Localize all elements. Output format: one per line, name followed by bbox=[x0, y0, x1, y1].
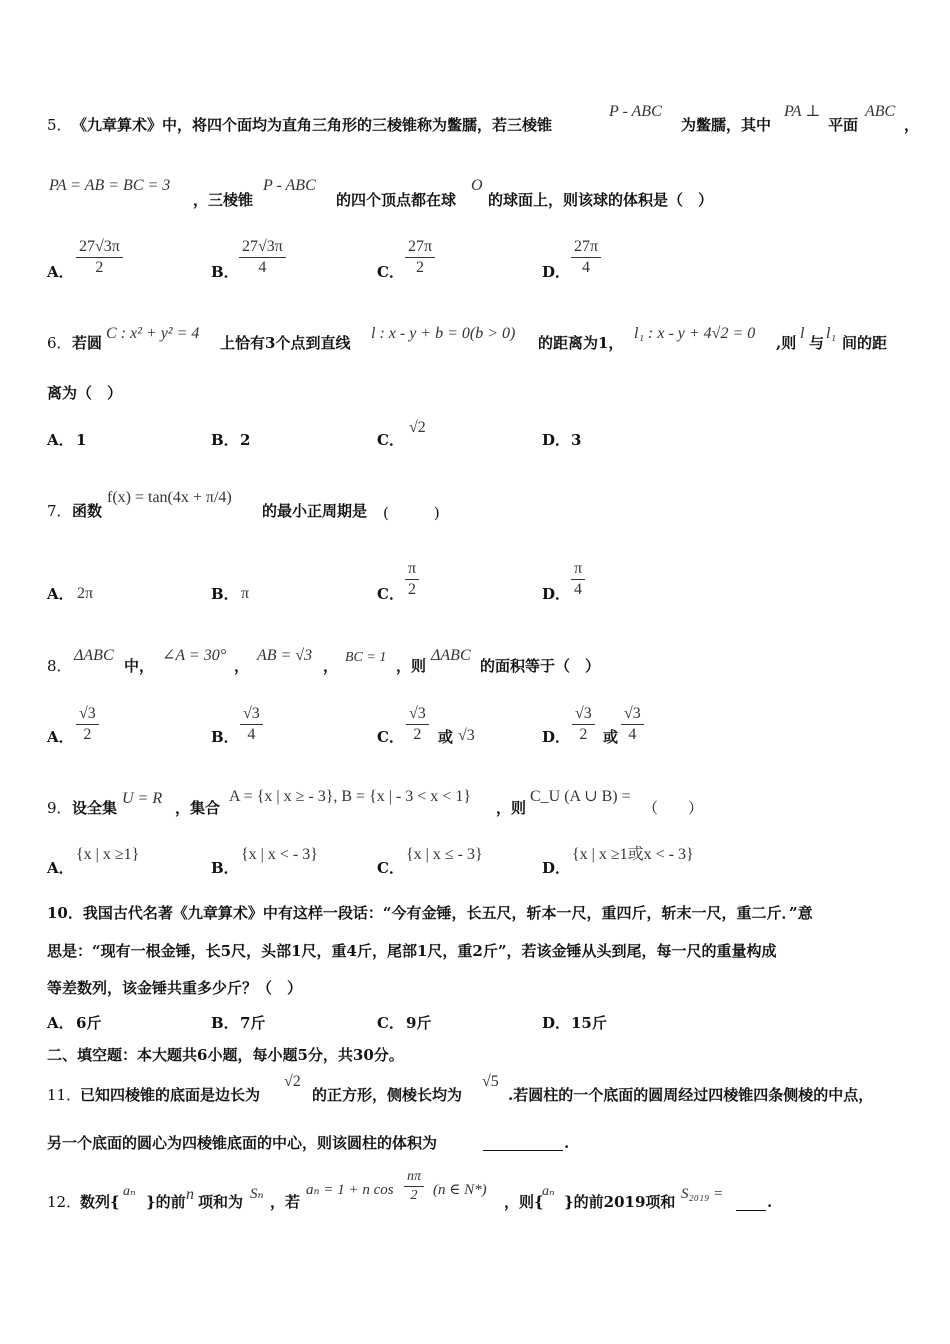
q11-answer-blank[interactable] bbox=[483, 1133, 563, 1151]
q6-text-4: ,则 bbox=[776, 334, 797, 352]
q6-option-b-value: 2 bbox=[240, 431, 251, 449]
q8-math-2: ∠A = 30° bbox=[162, 647, 227, 664]
q12-math-4a: aₙ = 1 + n cos bbox=[306, 1182, 394, 1198]
q5-option-d-value: $\frac{27\pi}{4}$ bbox=[571, 237, 601, 278]
q5-math-3: ABC bbox=[865, 103, 896, 120]
q7-option-c-value: $\frac{\pi}{2}$ bbox=[405, 559, 419, 600]
q11-math-2: √5 bbox=[482, 1073, 499, 1090]
q8-option-c-or: 或 bbox=[438, 728, 454, 746]
q5-text-5: ，三棱锥 bbox=[193, 191, 254, 209]
q5-math-6: O bbox=[471, 177, 483, 194]
q8-math-5: ΔABC bbox=[431, 647, 471, 664]
q9-text-4: （ ） bbox=[643, 799, 704, 817]
q5-math-5: P - ABC bbox=[263, 177, 316, 194]
q6-option-d-label: D． bbox=[542, 431, 571, 449]
q7-option-c-label: C． bbox=[377, 585, 404, 603]
q11-text-4: 另一个底面的圆心为四棱锥底面的中心，则该圆柱的体积为 bbox=[47, 1134, 438, 1152]
q11-text-3: .若圆柱的一个底面的圆周经过四棱锥四条侧棱的中点， bbox=[508, 1086, 874, 1104]
q8-text-4: ，则 bbox=[396, 657, 427, 675]
q5-option-c-label: C． bbox=[377, 263, 404, 281]
q9-option-d-label: D． bbox=[542, 859, 571, 877]
q10-line-1: 10．我国古代名著《九章算术》中有这样一段话：“今有金锤，长五尺，斩本一尺，重四斤，斩末一尺，重二斤．”意 bbox=[47, 904, 813, 922]
q10-option-a-label: A． bbox=[47, 1014, 74, 1032]
q6-option-c-label: C． bbox=[377, 431, 404, 449]
q8-number: 8． bbox=[47, 657, 72, 675]
q8-text-3: ， bbox=[323, 657, 339, 675]
q5-math-2: PA ⊥ bbox=[784, 103, 821, 120]
q9-math-2: A = {x | x ≥ - 3}, B = {x | - 3 < x < 1} bbox=[229, 788, 471, 805]
q9-math-1: U = R bbox=[122, 790, 163, 807]
q8-option-b-value: $\frac{√3}{4}$ bbox=[240, 704, 263, 745]
q5-number: 5． bbox=[47, 116, 72, 134]
q12-math-6: S₂₀₁₉ = bbox=[681, 1186, 724, 1202]
q9-option-b-label: B． bbox=[211, 859, 239, 877]
q5-text-1: 《九章算术》中，将四个面均为直角三角形的三棱锥称为鳖臑，若三棱锥 bbox=[72, 116, 553, 134]
q9-option-c-label: C． bbox=[377, 859, 404, 877]
q11-text-5: . bbox=[564, 1134, 570, 1152]
q12-number: 12． bbox=[47, 1193, 82, 1211]
q11-math-1: √2 bbox=[284, 1073, 301, 1090]
q7-option-b-value: π bbox=[241, 585, 250, 602]
q10-option-b-value: 7斤 bbox=[240, 1014, 266, 1032]
q9-math-3: C_U (A ∪ B) = bbox=[530, 788, 631, 805]
q8-option-d-or: 或 bbox=[603, 728, 619, 746]
q12-math-5: aₙ bbox=[542, 1184, 555, 1199]
q6-text-3: 的距离为1， bbox=[538, 334, 624, 352]
q8-option-a-value: $\frac{√3}{2}$ bbox=[76, 704, 99, 745]
q8-option-c-label: C． bbox=[377, 728, 404, 746]
q5-option-c-value: $\frac{27\pi}{2}$ bbox=[405, 237, 435, 278]
q9-option-a-label: A． bbox=[47, 859, 74, 877]
q12-text-7: . bbox=[767, 1193, 773, 1211]
q5-text-7: 的球面上，则该球的体积是（ ） bbox=[488, 191, 714, 209]
q9-option-b-value: {x | x < - 3} bbox=[241, 846, 318, 863]
q12-text-4: ，若 bbox=[270, 1193, 301, 1211]
q11-text-2: 的正方形，侧棱长均为 bbox=[312, 1086, 463, 1104]
q6-option-a-label: A． bbox=[47, 431, 74, 449]
q12-text-1: 数列{ bbox=[80, 1193, 120, 1211]
q7-text-1: 函数 bbox=[72, 502, 103, 520]
q7-option-a-label: A． bbox=[47, 585, 74, 603]
q8-option-b-label: B． bbox=[211, 728, 239, 746]
q6-math-5: l₁ bbox=[826, 325, 837, 342]
q5-math-4: PA = AB = BC = 3 bbox=[49, 177, 171, 194]
q12-math-4b: (n ∈ N*) bbox=[433, 1182, 487, 1198]
q10-option-b-label: B． bbox=[211, 1014, 239, 1032]
q9-text-2: ，集合 bbox=[175, 799, 221, 817]
section-2-heading: 二、填空题：本大题共6小题，每小题5分，共30分。 bbox=[47, 1046, 404, 1064]
q8-option-d-value-1: $\frac{√3}{2}$ bbox=[572, 704, 595, 745]
q10-line-2: 思是：“现有一根金锤，长5尺，头部1尺，重4斤，尾部1尺，重2斤”，若该金锤从头到尾，每一尺的重量构成 bbox=[47, 942, 777, 960]
q9-option-a-value: {x | x ≥1} bbox=[76, 846, 140, 863]
q10-option-c-value: 9斤 bbox=[406, 1014, 432, 1032]
q12-answer-blank[interactable] bbox=[736, 1193, 766, 1211]
q8-math-4: BC = 1 bbox=[345, 650, 387, 665]
q10-option-d-label: D． bbox=[542, 1014, 571, 1032]
q10-option-d-value: 15斤 bbox=[571, 1014, 607, 1032]
q6-text-7: 离为（ ） bbox=[47, 384, 123, 402]
q5-option-b-label: B． bbox=[211, 263, 239, 281]
q5-text-3: 平面 bbox=[828, 116, 859, 134]
q6-text-5: 与 bbox=[809, 334, 825, 352]
q7-number: 7． bbox=[47, 502, 72, 520]
q5-option-d-label: D． bbox=[542, 263, 571, 281]
q6-text-1: 若圆 bbox=[72, 334, 103, 352]
q5-text-4: ， bbox=[904, 116, 920, 134]
q8-text-5: 的面积等于（ ） bbox=[480, 657, 601, 675]
q5-math-1: P - ABC bbox=[609, 103, 662, 120]
q8-text-1: 中， bbox=[124, 657, 155, 675]
q6-option-d-value: 3 bbox=[571, 431, 582, 449]
q8-math-1: ΔABC bbox=[74, 647, 114, 664]
q9-text-3: ，则 bbox=[496, 799, 527, 817]
q12-text-6: }的前2019项和 bbox=[564, 1193, 676, 1211]
q7-math-1: f(x) = tan(4x + π/4) bbox=[107, 489, 232, 506]
q10-option-a-value: 6斤 bbox=[76, 1014, 102, 1032]
q8-math-3: AB = √3 bbox=[257, 647, 313, 664]
q12-math-4-fraction: $\frac{n\pi}{2}$ bbox=[404, 1168, 424, 1205]
q12-text-2: }的前 bbox=[146, 1193, 186, 1211]
q11-number: 11． bbox=[47, 1086, 82, 1104]
q9-text-1: 设全集 bbox=[72, 799, 118, 817]
q10-line-3: 等差数列，该金锤共重多少斤？（ ） bbox=[47, 979, 303, 997]
q8-option-c-extra: √3 bbox=[458, 727, 475, 744]
q6-math-3: l₁ : x - y + 4√2 = 0 bbox=[634, 325, 756, 342]
q6-option-a-value: 1 bbox=[76, 431, 87, 449]
q6-math-1: C : x² + y² = 4 bbox=[106, 325, 200, 342]
q12-math-2: n bbox=[186, 1186, 194, 1203]
q12-math-1: aₙ bbox=[123, 1184, 136, 1199]
q8-option-c-value: $\frac{√3}{2}$ bbox=[406, 704, 429, 745]
q12-text-3: 项和为 bbox=[198, 1193, 244, 1211]
q6-text-6: 间的距 bbox=[842, 334, 888, 352]
q6-number: 6． bbox=[47, 334, 72, 352]
q8-option-d-label: D． bbox=[542, 728, 571, 746]
q9-option-d-value: {x | x ≥1或x < - 3} bbox=[572, 846, 694, 863]
q7-text-2: 的最小正周期是 bbox=[262, 502, 368, 520]
q10-option-c-label: C． bbox=[377, 1014, 404, 1032]
q7-option-b-label: B． bbox=[211, 585, 239, 603]
q8-option-a-label: A． bbox=[47, 728, 74, 746]
q7-text-3: ( ) bbox=[383, 504, 440, 522]
q5-option-a-label: A． bbox=[47, 263, 74, 281]
q7-option-d-label: D． bbox=[542, 585, 571, 603]
q5-option-b-value: $\frac{27√3\pi}{4}$ bbox=[239, 237, 286, 278]
q12-math-3: Sₙ bbox=[250, 1186, 264, 1202]
q7-option-a-value: 2π bbox=[77, 585, 94, 602]
q6-text-2: 上恰有3个点到直线 bbox=[220, 334, 351, 352]
q5-text-6: 的四个顶点都在球 bbox=[336, 191, 457, 209]
q6-option-b-label: B． bbox=[211, 431, 239, 449]
q7-option-d-value: $\frac{\pi}{4}$ bbox=[571, 559, 585, 600]
q5-option-a-value: $\frac{27√3\pi}{2}$ bbox=[76, 237, 123, 278]
q9-number: 9． bbox=[47, 799, 72, 817]
q8-option-d-value-2: $\frac{√3}{4}$ bbox=[621, 704, 644, 745]
q9-option-c-value: {x | x ≤ - 3} bbox=[406, 846, 483, 863]
q12-text-5: ，则{ bbox=[504, 1193, 544, 1211]
q8-text-2: ， bbox=[234, 657, 250, 675]
q6-math-4: l bbox=[800, 325, 805, 342]
q5-text-2: 为鳖臑，其中 bbox=[681, 116, 772, 134]
q11-text-1: 已知四棱锥的底面是边长为 bbox=[80, 1086, 261, 1104]
q6-math-2: l : x - y + b = 0(b > 0) bbox=[371, 325, 516, 342]
q6-option-c-value: √2 bbox=[409, 419, 426, 436]
